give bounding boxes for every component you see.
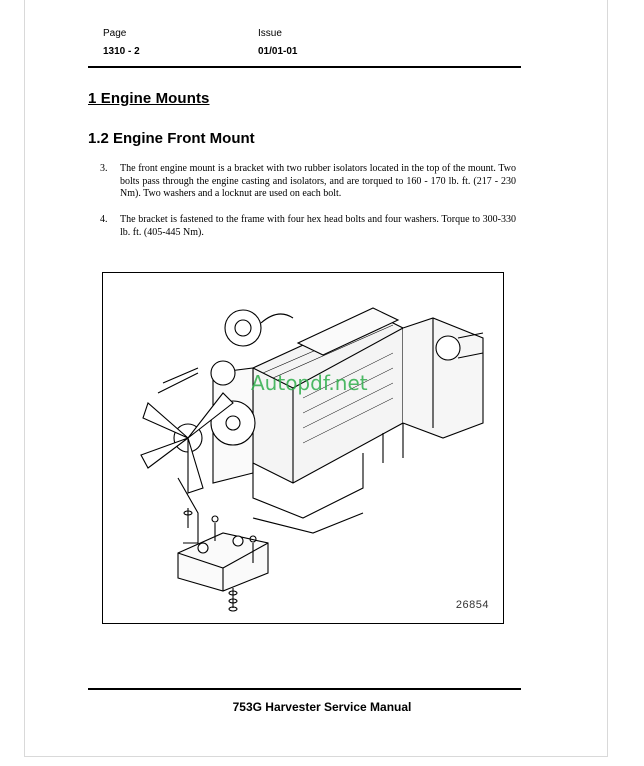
list-item-text: The front engine mount is a bracket with two rubber isolators located in the top of the mount. Two bolts pass through the engine casting and isolators, and are torqued to 160 - 170 lb. ft. (217 - 230 Nm). Two washers and a locknut are used on each bolt. [120,163,516,199]
issue-date: 01/01-01 [258,46,298,57]
footer-rule [88,688,521,690]
issue-label: Issue [258,28,282,39]
list-item-text: The bracket is fastened to the frame with four hex head bolts and four washers. Torque to 300-330 lb. ft. (405-445 Nm). [120,214,516,238]
manual-title: 753G Harvester Service Manual [232,700,412,714]
subsection-heading: 1.2 Engine Front Mount [88,130,255,147]
engine-illustration-icon [103,273,503,623]
section-heading: 1 Engine Mounts [88,90,210,107]
watermark-text: Autopdf.net [251,371,368,395]
list-item [100,214,516,239]
header-rule [88,66,521,68]
figure-number: 26854 [455,599,489,611]
list-item [100,163,516,201]
page-number: 1310 - 2 [103,46,140,57]
engine-figure [102,272,504,624]
page-label: Page [103,28,127,39]
list-item-number: 4. [100,214,108,225]
list-item-number: 3. [100,163,108,174]
